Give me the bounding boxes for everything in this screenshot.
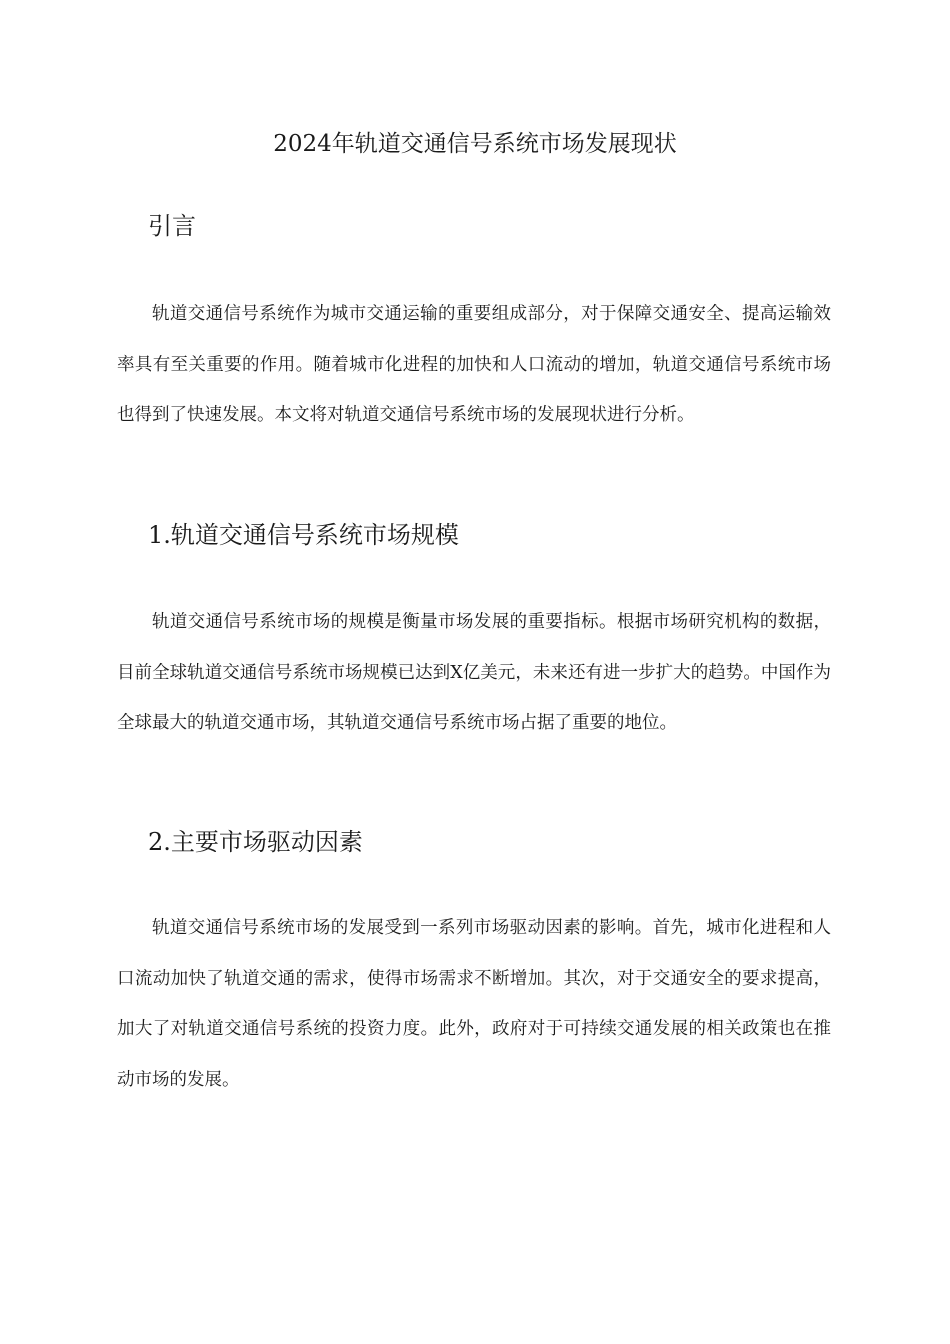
section-paragraph-market-scale: 轨道交通信号系统市场的规模是衡量市场发展的重要指标。根据市场研究机构的数据，目前全球轨道交通信号系统市场规模已达到X亿美元，未来还有进一步扩大的趋势。中国作为全球最大的轨道交通市场，其轨道交通信号系统市场占据了重要的地位。 (117, 612, 831, 733)
section-paragraph-introduction: 轨道交通信号系统作为城市交通运输的重要组成部分，对于保障交通安全、提高运输效率具有至关重要的作用。随着城市化进程的加快和人口流动的增加，轨道交通信号系统市场也得到了快速发展。本文将对轨道交通信号系统市场的发展现状进行分析。 (117, 304, 831, 425)
page-title: 2024年轨道交通信号系统市场发展现状 (273, 131, 677, 157)
section-heading-introduction: 引言 (148, 212, 196, 240)
section-heading-market-drivers: 2.主要市场驱动因素 (148, 828, 363, 856)
section-paragraph-market-drivers: 轨道交通信号系统市场的发展受到一系列市场驱动因素的影响。首先，城市化进程和人口流动加快了轨道交通的需求，使得市场需求不断增加。其次，对于交通安全的要求提高，加大了对轨道交通信号系统的投资力度。此外，政府对于可持续交通发展的相关政策也在推动市场的发展。 (117, 918, 831, 1090)
section-heading-market-scale: 1.轨道交通信号系统市场规模 (148, 521, 459, 549)
